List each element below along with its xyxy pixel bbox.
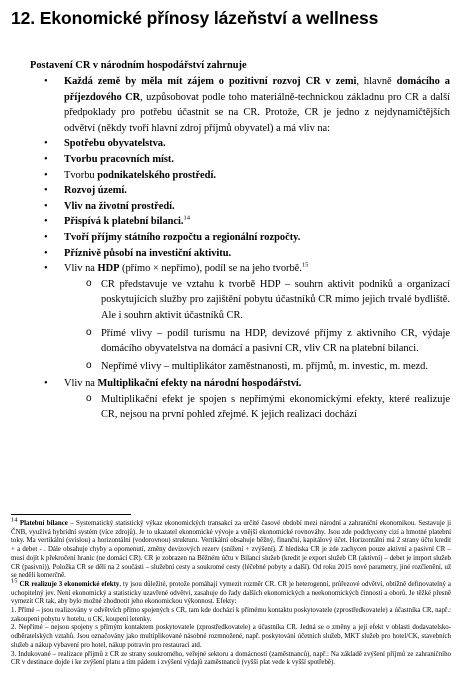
section-heading: Postavení CR v národním hospodářství zahrnuje (30, 60, 247, 71)
main-bullet-list (30, 74, 450, 423)
list-item-territory (30, 183, 450, 199)
emphasis-text: Tvoří příjmy státního rozpočtu a regionální rozpočty. (64, 231, 301, 243)
footnotes (11, 516, 451, 668)
list-item-business-environment (30, 168, 450, 184)
list-item-consumption (30, 136, 450, 152)
sublist-item: o Nepřímé vlivy – multiplikátor zaměstnanosti, m. příjmů, m. investic, m. mezd. (64, 359, 450, 375)
chapter-heading: 12. Ekonomické přínosy lázeňství a wellness (11, 8, 379, 28)
emphasis-text: Příznivě působí na investiční aktivitu. (64, 247, 232, 259)
emphasis-text: Tvorbu pracovních míst. (64, 153, 174, 165)
footnote-term: Platební bilance (19, 520, 68, 527)
footnote-term: CR realizuje 3 ekonomické efekty (19, 580, 120, 588)
emphasis-text: Rozvoj území. (64, 185, 127, 197)
list-item-environment (30, 199, 450, 215)
list-item-gdp (30, 261, 450, 374)
footnote-15-item-1: 1. Přímé – jsou realizovány v odvětvích přímo spojených s CR, tam kde dochází k přímému kontaktu poskytovatele (zprostředkovatele) a účastníka CR, např.: zakoupení pobytu v hotelu, u CK, koupení letenky. (11, 607, 451, 623)
list-item-jobs (30, 152, 450, 168)
footnote-14 (11, 516, 451, 581)
sublist-item: o Multiplikační efekt je spojen s nepřímými ekonomickými efekty, které realizuje CR, nejsou na první pohled zřejmé. K jejich realizaci dochází (64, 392, 450, 423)
emphasis-text: Spotřebu obyvatelstva. (64, 138, 166, 150)
list-item-intro (30, 74, 450, 136)
body-text: Vliv na (64, 378, 98, 390)
emphasis-text: podnikatelského prostředí. (97, 169, 216, 181)
emphasis-text: Multiplikační efekty na národní hospodářství. (97, 378, 302, 390)
footnote-text: , ty jsou důležité, protože pomáhají vymezit rozměr CR. CR je heterogenní, průřezové odvětví, obtížně definovatelný a uchopitelný jev. Není ekonomický a statisticky uzavřené odvětví, zasahuje do řady dalších ekonomických a neekonomických činností a oborů. Je těžké přesně vymezit CR tak, aby bylo možné zhodnotit jeho ekonomickou výkonnost. Efekty: (11, 580, 451, 606)
emphasis-text: Přispívá k platební bilanci. (64, 216, 184, 228)
footnote-15-item-3: 3. Indukované – realizace příjmů z CR ze strany soukromého, veřejné sektoru a domácností (zaměstnanců), např.: Na základě zvýšení příjmů ze zahraničního CR v destinace dojde i ke zvýšení platu a tím pádem i zvýšení výdajů zaměstnanců (vyšší plat vede k vyšší spotřebě). (11, 650, 451, 667)
footnote-number: 15 (11, 577, 18, 585)
emphasis-text: domácího a příjezdového CR (64, 76, 451, 103)
body-text: (přímo × nepřímo), podíl se na jeho tvorbě. (119, 263, 302, 275)
footnote-ref-14[interactable]: 14 (183, 214, 191, 222)
gdp-sublist (64, 277, 450, 375)
body-text: , hlavně (356, 76, 397, 87)
emphasis-text: Každá země by měla mít zájem o pozitivní rozvoj CR v zemi (64, 76, 357, 87)
document-body (30, 74, 450, 425)
body-text: , uzpůsobovat podle toho materiálně-technickou základnu pro CR a další předpoklady pro potřebu účastnit se na CR. Protože, CR je jedno z nejdynamičtějších odvětví (někdy tvoří hlavní zdroj příjmů obyvatel) a má vliv na: (64, 91, 450, 134)
sublist-item: o Přímé vlivy – podíl turismu na HDP, devizové příjmy z aktivního CR, výdaje domácího obyvatelstva na domácí a pasivní CR, vliv CR na platební bilanci. (64, 326, 450, 357)
multiplier-sublist (64, 392, 450, 423)
emphasis-text: HDP (97, 263, 120, 275)
list-item-state-budget (30, 230, 450, 246)
footnote-15 (11, 577, 451, 607)
list-item-balance-of-payments (30, 214, 450, 230)
footnote-number: 14 (11, 516, 18, 524)
footnote-ref-15[interactable]: 15 (301, 261, 309, 269)
emphasis-text: Vliv na životní prostředí. (64, 200, 175, 212)
footnote-separator (11, 514, 131, 515)
body-text: Tvorbu (64, 169, 98, 181)
footnote-15-item-2: 2. Nepřímé – nejsou spojeny s přímým kontaktem poskytovatele (zprostředkovatele) a účastníka CR. Jedná se o změny a její efekt v oblasti dodavatelsko-odběratelských vztahů. Jsou označovány jako multiplikované násobné rozmnožené, např. poskytování účetních služeb, MKT služeb pro hotel/CK, stavebních služeb a nákup vybavení pro hotel, nákup potravin pro restauraci atd. (11, 624, 451, 649)
sublist-item: o CR představuje ve vztahu k tvorbě HDP – souhrn aktivit podniků a organizací poskytujících služby pro zajištění pobytu účastníků CR mimo jejich trvalé bydliště. Ale i souhrn aktivit účastníků CR. (64, 277, 450, 324)
body-text: Vliv na (64, 263, 98, 275)
list-item-multiplier (30, 376, 450, 423)
list-item-investment (30, 246, 450, 262)
footnote-text: – Systematický statistický výkaz ekonomických transakcí za určité časové období mezi národní a zahraniční ekonomikou. Sestavuje ji ČNB, využívá hybridní systém (více zdrojů). Je to ukazatel ekonomické vývoje a vnější ekonomické rovnováhy. Jsou zde podchyceny cizí a hmotné platební toky. Ma vertikální (svislou) a horizontální (vodorovnou) strukturu. Vertikální obsahuje běžný, finanční, kapitálový účet. Horizontální má 2 strany účtu kredit + a debet - . Dále obsahuje chyby a opomenutí, změny devizových rezerv (snížení + zvýšení). Z hlediska CR je zde zachycen pouze aktivní a pasivní CR – musí dojít k překročení hranic (ne domácí CR). CR je zobrazen na Běžném účtu v Bilanci služeb (kredit je export služeb CR (aktivní) – debet je import služeb CR (pasivní)). Položka CR se dělí na 2 součásti – služební cesty a soukromé cesty (léčebné pobyty a další). Od roku 2015 nové parametry, jiné rozčlenění, už se neděli komerčně. (11, 520, 451, 580)
